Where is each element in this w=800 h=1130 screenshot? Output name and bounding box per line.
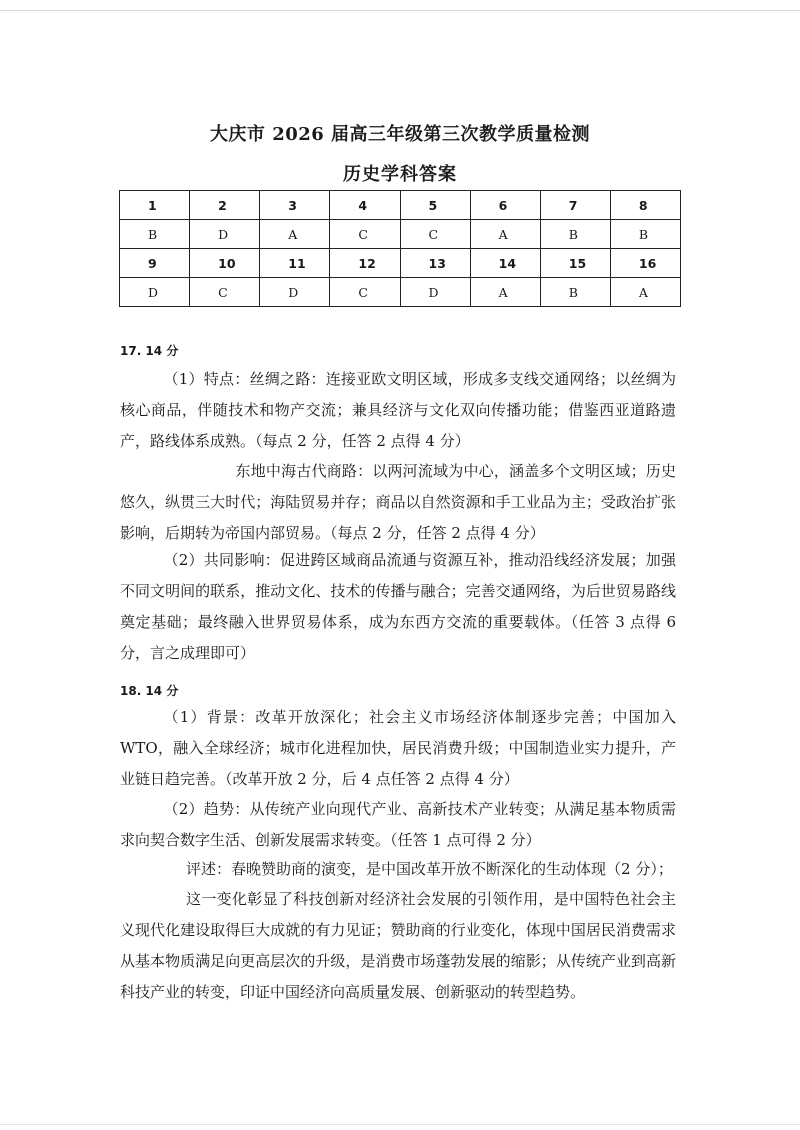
question-number-cell: 3 bbox=[260, 191, 330, 220]
question-18-review-body: 这一变化彰显了科技创新对经济社会发展的引领作用，是中国特色社会主义现代化建设取得巨大成就的有力见证；赞助商的行业变化，体现中国居民消费需求从基本物质满足向更高层次的升级，是消费市场蓬勃发展的缩影；从传统产业到高新科技产业的转变，印证中国经济向高质量发展、创新驱动的转型趋势。 bbox=[120, 890, 676, 1001]
question-number-cell: 4 bbox=[330, 191, 400, 220]
answer-cell: D bbox=[120, 278, 190, 307]
answer-cell: C bbox=[190, 278, 260, 307]
question-18-part2: （2）趋势：从传统产业向现代产业、高新技术产业转变；从满足基本物质需求向契合数字生活、创新发展需求转变。（任答 1 点可得 2 分） bbox=[120, 800, 676, 849]
answer-cell: D bbox=[400, 278, 470, 307]
question-17-heading: 17. 14 分 bbox=[120, 344, 179, 358]
question-number-cell: 5 bbox=[400, 191, 470, 220]
question-number-cell: 11 bbox=[260, 249, 330, 278]
question-number-cell: 7 bbox=[540, 191, 610, 220]
document-subtitle: 历史学科答案 bbox=[343, 164, 457, 185]
answer-cell: B bbox=[610, 220, 680, 249]
question-number-cell: 15 bbox=[540, 249, 610, 278]
question-17-part1-route2: 东地中海古代商路：以两河流域为中心，涵盖多个文明区域；历史悠久，纵贯三大时代；海陆贸易并存；商品以自然资源和手工业品为主；受政治扩张影响，后期转为帝国内部贸易。（每点 2 分，任答 2 点得 4 分） bbox=[120, 462, 676, 542]
question-18-part1: （1）背景：改革开放深化；社会主义市场经济体制逐步完善；中国加入 WTO，融入全球经济；城市化进程加快，居民消费升级；中国制造业实力提升，产业链日趋完善。（改革开放 2 分，后 4 点任答 2 点得 4 分） bbox=[120, 708, 676, 788]
document-title: 大庆市 2026 届高三年级第三次教学质量检测 bbox=[209, 124, 591, 145]
answer-cell: B bbox=[540, 278, 610, 307]
question-number-cell: 13 bbox=[400, 249, 470, 278]
answer-row bbox=[120, 220, 681, 249]
question-17-part1: （1）特点：丝绸之路：连接亚欧文明区域，形成多支线交通网络；以丝绸为核心商品，伴随技术和物产交流；兼具经济与文化双向传播功能；借鉴西亚道路遗产，路线体系成熟。（每点 2 分，任答 2 点得 4 分） bbox=[120, 370, 676, 450]
answer-cell: A bbox=[610, 278, 680, 307]
answer-cell: A bbox=[260, 220, 330, 249]
question-number-row bbox=[120, 249, 681, 278]
answer-cell: A bbox=[470, 220, 540, 249]
answer-cell: C bbox=[400, 220, 470, 249]
question-number-cell: 1 bbox=[120, 191, 190, 220]
question-number-cell: 6 bbox=[470, 191, 540, 220]
question-number-cell: 14 bbox=[470, 249, 540, 278]
question-number-cell: 10 bbox=[190, 249, 260, 278]
question-number-cell: 9 bbox=[120, 249, 190, 278]
answer-cell: C bbox=[330, 220, 400, 249]
answer-cell: D bbox=[260, 278, 330, 307]
answer-row bbox=[120, 278, 681, 307]
answer-cell: A bbox=[470, 278, 540, 307]
question-number-cell: 8 bbox=[610, 191, 680, 220]
top-edge-line bbox=[0, 10, 800, 11]
question-number-cell: 12 bbox=[330, 249, 400, 278]
bottom-edge-line bbox=[0, 1124, 800, 1125]
question-number-cell: 16 bbox=[610, 249, 680, 278]
question-17-part2: （2）共同影响：促进跨区域商品流通与资源互补，推动沿线经济发展；加强不同文明间的联系，推动文化、技术的传播与融合；完善交通网络，为后世贸易路线奠定基础；最终融入世界贸易体系，成为东西方交流的重要载体。（任答 3 点得 6 分，言之成理即可） bbox=[120, 551, 676, 662]
answer-cell: B bbox=[540, 220, 610, 249]
answer-table bbox=[119, 190, 681, 307]
answer-cell: C bbox=[330, 278, 400, 307]
question-18-review-intro: 评述：春晚赞助商的演变，是中国改革开放不断深化的生动体现（2 分）； bbox=[186, 860, 673, 878]
answer-cell: D bbox=[190, 220, 260, 249]
question-number-cell: 2 bbox=[190, 191, 260, 220]
question-18-heading: 18. 14 分 bbox=[120, 684, 179, 698]
answer-cell: B bbox=[120, 220, 190, 249]
question-number-row bbox=[120, 191, 681, 220]
